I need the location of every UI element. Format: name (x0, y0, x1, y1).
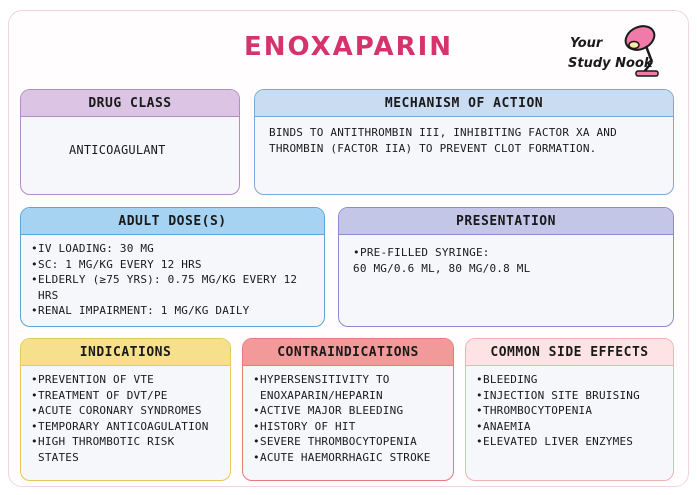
list-item: • ELEVATED LIVER ENZYMES (476, 434, 663, 450)
list-item: • TREATMENT OF DVT/PE (31, 388, 220, 404)
mechanism-text: BINDS TO ANTITHROMBIN III, INHIBITING FACTOR XA AND THROMBIN (FACTOR IIA) TO PREVENT CLOT FORMATION. (269, 126, 617, 155)
presentation-heading: PRESENTATION (339, 208, 673, 235)
indications-list (31, 372, 220, 465)
list-item: • TEMPORARY ANTICOAGULATION (31, 419, 220, 435)
adult-dose-card (20, 207, 325, 327)
list-item: • ANAEMIA (476, 419, 663, 435)
adult-dose-heading: ADULT DOSE(S) (21, 208, 324, 235)
list-item: • IV LOADING: 30 MG (31, 241, 314, 257)
list-item: • ACTIVE MAJOR BLEEDING (253, 403, 443, 419)
contraindications-list (253, 372, 443, 465)
side-effects-heading: COMMON SIDE EFFECTS (466, 339, 673, 366)
drug-class-card (20, 89, 240, 195)
presentation-detail: 60 MG/0.6 ML, 80 MG/0.8 ML (353, 261, 531, 275)
list-item: • HIGH THROMBOTIC RISK STATES (31, 434, 220, 465)
drug-class-value: ANTICOAGULANT (69, 143, 166, 157)
side-effects-list (476, 372, 663, 450)
list-item: • INJECTION SITE BRUISING (476, 388, 663, 404)
adult-dose-list (31, 241, 314, 319)
presentation-list (353, 245, 659, 261)
list-item: • PREVENTION OF VTE (31, 372, 220, 388)
list-item: • HISTORY OF HIT (253, 419, 443, 435)
list-item: • PRE-FILLED SYRINGE: (353, 245, 659, 261)
logo (566, 18, 666, 80)
drug-class-heading: DRUG CLASS (21, 90, 239, 117)
list-item: • HYPERSENSITIVITY TO ENOXAPARIN/HEPARIN (253, 372, 443, 403)
presentation-card (338, 207, 674, 327)
indications-heading: INDICATIONS (21, 339, 230, 366)
list-item: • ELDERLY (≥75 YRS): 0.75 MG/KG EVERY 12 HRS (31, 272, 314, 303)
list-item: • THROMBOCYTOPENIA (476, 403, 663, 419)
list-item: • RENAL IMPAIRMENT: 1 MG/KG DAILY (31, 303, 314, 319)
contraindications-card (242, 338, 454, 481)
indications-card (20, 338, 231, 481)
list-item: • BLEEDING (476, 372, 663, 388)
logo-text-your: Your (570, 36, 603, 51)
list-item: • ACUTE HAEMORRHAGIC STROKE (253, 450, 443, 466)
contraindications-heading: CONTRAINDICATIONS (243, 339, 453, 366)
mechanism-heading: MECHANISM OF ACTION (255, 90, 673, 117)
list-item: • SEVERE THROMBOCYTOPENIA (253, 434, 443, 450)
logo-text-study-nook: Study Nook (568, 56, 653, 71)
side-effects-card (465, 338, 674, 481)
list-item: • ACUTE CORONARY SYNDROMES (31, 403, 220, 419)
page-title: ENOXAPARIN (243, 32, 454, 62)
mechanism-card (254, 89, 674, 195)
list-item: • SC: 1 MG/KG EVERY 12 HRS (31, 257, 314, 273)
